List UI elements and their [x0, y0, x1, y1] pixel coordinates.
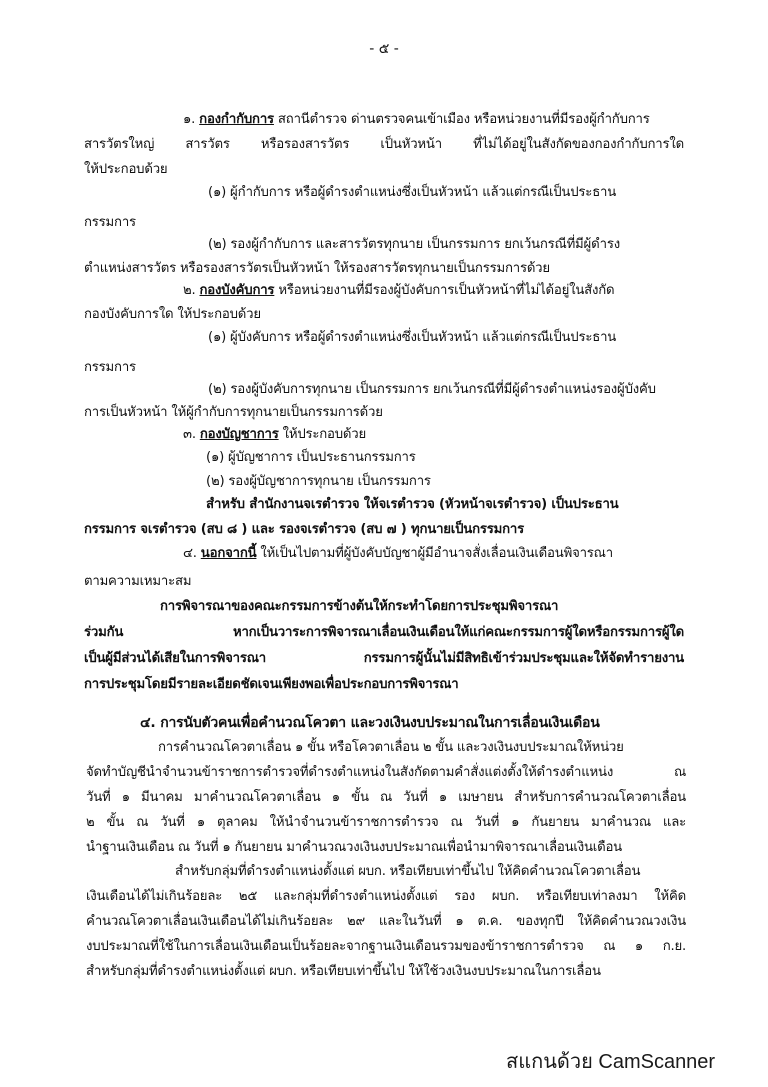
consideration-line4: การประชุมโดยมีรายละเอียดชัดเจนเพียงพอเพื่อประกอบการพิจารณา — [84, 677, 459, 692]
section4-line2: ตามความเหมาะสม — [84, 574, 192, 589]
section3-heading: กองบัญชาการ — [199, 427, 279, 442]
section1-heading: กองกำกับการ — [199, 112, 274, 127]
section2-line2: กองบังคับการใด ให้ประกอบด้วย — [84, 307, 261, 322]
section2-item1: (๑) ผู้บังคับการ หรือผู้ดำรงตำแหน่งซึ่งเป็นหัวหน้า แล้วแต่กรณีเป็นประธาน — [208, 330, 617, 345]
section3-text: ให้ประกอบด้วย — [278, 427, 367, 442]
consideration-line3: เป็นผู้มีส่วนได้เสียในการพิจารณา กรรมการผู้นั้นไม่มีสิทธิเข้าร่วมประชุมและให้จัดทำรายงาน — [84, 651, 684, 666]
section3-item2: (๒) รองผู้บัญชาการทุกนาย เป็นกรรมการ — [206, 474, 431, 489]
section1-number: ๑. — [183, 112, 196, 127]
chapter4-p1-line2: จัดทำบัญชีนำจำนวนข้าราชการตำรวจที่ดำรงตำแหน่งในสังกัดตามคำสั่งแต่งตั้งให้ดำรงตำแหน่ง ณ — [86, 765, 686, 780]
section1-line2: สารวัตรใหญ่ สารวัตร หรือรองสารวัตร เป็นหัวหน้า ที่ไม่ได้อยู่ในสังกัดของกองกำกับการใด — [84, 137, 684, 152]
section2-text: หรือหน่วยงานที่มีรองผู้บังคับการเป็นหัวหน้าที่ไม่ได้อยู่ในสังกัด — [274, 283, 615, 298]
consideration-line2: ร่วมกัน หากเป็นวาระการพิจารณาเลื่อนเงินเดือนให้แก่คณะกรรมการผู้ใดหรือกรรมการผู้ใด — [84, 625, 684, 640]
chapter4-p2-line1: สำหรับกลุ่มที่ดำรงตำแหน่งตั้งแต่ ผบก. หรือเทียบเท่าขึ้นไป ให้คิดคำนวณโควตาเลื่อน — [175, 864, 641, 879]
section3-item1: (๑) ผู้บัญชาการ เป็นประธานกรรมการ — [206, 450, 416, 465]
section3-special-line2: กรรมการ จเรตำรวจ (สบ ๘ ) และ รองจเรตำรวจ (สบ ๗ ) ทุกนายเป็นกรรมการ — [84, 522, 525, 537]
section2-number: ๒. — [183, 283, 196, 298]
section2-item1-cont: กรรมการ — [84, 360, 136, 375]
consideration-line1: การพิจารณาของคณะกรรมการข้างต้นให้กระทำโดยการประชุมพิจารณา — [160, 599, 559, 614]
section3-number: ๓. — [183, 427, 196, 442]
section4-line1 — [183, 544, 613, 564]
section1-text: สถานีตำรวจ ด่านตรวจคนเข้าเมือง หรือหน่วยงานที่มีรองผู้กำกับการ — [273, 112, 650, 127]
chapter4-p1-line1: การคำนวณโควตาเลื่อน ๑ ขั้น หรือโควตาเลื่อน ๒ ขั้น และวงเงินงบประมาณให้หน่วย — [158, 740, 624, 755]
section2-line1 — [183, 281, 614, 301]
section2-item2-cont: การเป็นหัวหน้า ให้ผู้กำกับการทุกนายเป็นกรรมการด้วย — [84, 405, 383, 420]
section2-heading: กองบังคับการ — [199, 283, 275, 298]
section3-special-line1: สำหรับ สำนักงานจเรตำรวจ ให้จเรตำรวจ (หัวหน้าจเรตำรวจ) เป็นประธาน — [206, 497, 619, 512]
chapter4-p2-line2: เงินเดือนได้ไม่เกินร้อยละ ๒๕ และกลุ่มที่ดำรงตำแหน่งตั้งแต่ รอง ผบก. หรือเทียบเท่าลงมา ให้คิด — [86, 889, 686, 904]
chapter4-p2-line5: สำหรับกลุ่มที่ดำรงตำแหน่งตั้งแต่ ผบก. หรือเทียบเท่าขึ้นไป ให้ใช้วงเงินงบประมาณในการเลื่อน — [86, 964, 601, 979]
section1-item1-cont: กรรมการ — [84, 215, 136, 230]
chapter4-p2-line3: คำนวณโควตาเลื่อนเงินเดือนได้ไม่เกินร้อยละ ๒๙ และในวันที่ ๑ ต.ค. ของทุกปี ให้คิดคำนวณวงเงิน — [86, 914, 686, 929]
section1-line3: ให้ประกอบด้วย — [84, 162, 168, 177]
chapter4-p2-line4: งบประมาณที่ใช้ในการเลื่อนเงินเดือนเป็นร้อยละจากฐานเงินเดือนรวมของข้าราชการตำรวจ ณ ๑ ก.ย. — [86, 939, 686, 954]
section4-heading: นอกจากนี้ — [200, 546, 257, 561]
section1-line1 — [183, 110, 650, 130]
chapter4-p1-line5: นำฐานเงินเดือน ณ วันที่ ๑ กันยายน มาคำนวณวงเงินงบประมาณเพื่อนำมาพิจารณาเลื่อนเงินเดือน — [86, 840, 622, 855]
chapter4-p1-line3: วันที่ ๑ มีนาคม มาคำนวณโควตาเลื่อน ๑ ขั้น ณ วันที่ ๑ เมษายน สำหรับการคำนวณโควตาเลื่อน — [86, 790, 686, 805]
chapter4-title: ๔. การนับตัวคนเพื่อคำนวณโควตา และวงเงินงบประมาณในการเลื่อนเงินเดือน — [140, 715, 600, 731]
page-number: - ๕ - — [369, 41, 399, 57]
chapter4-p1-line4: ๒ ขั้น ณ วันที่ ๑ ตุลาคม ให้นำจำนวนข้าราชการตำรวจ ณ วันที่ ๑ กันยายน มาคำนวณ และ — [86, 815, 686, 830]
section2-item2: (๒) รองผู้บังคับการทุกนาย เป็นกรรมการ ยกเว้นกรณีที่มีผู้ดำรงตำแหน่งรองผู้บังคับ — [208, 382, 656, 397]
section1-item1: (๑) ผู้กำกับการ หรือผู้ดำรงตำแหน่งซึ่งเป็นหัวหน้า แล้วแต่กรณีเป็นประธาน — [208, 185, 617, 200]
section1-item2: (๒) รองผู้กำกับการ และสารวัตรทุกนาย เป็นกรรมการ ยกเว้นกรณีที่มีผู้ดำรง — [208, 237, 620, 252]
section1-item2-cont: ตำแหน่งสารวัตร หรือรองสารวัตรเป็นหัวหน้า ให้รองสารวัตรทุกนายเป็นกรรมการด้วย — [84, 261, 550, 276]
section3-line1 — [183, 425, 366, 445]
section4-text: ให้เป็นไปตามที่ผู้บังคับบัญชาผู้มีอำนาจสั่งเลื่อนเงินเดือนพิจารณา — [256, 546, 613, 561]
camscanner-watermark: สแกนด้วย CamScanner — [506, 1051, 716, 1073]
section4-number: ๔. — [183, 546, 197, 561]
